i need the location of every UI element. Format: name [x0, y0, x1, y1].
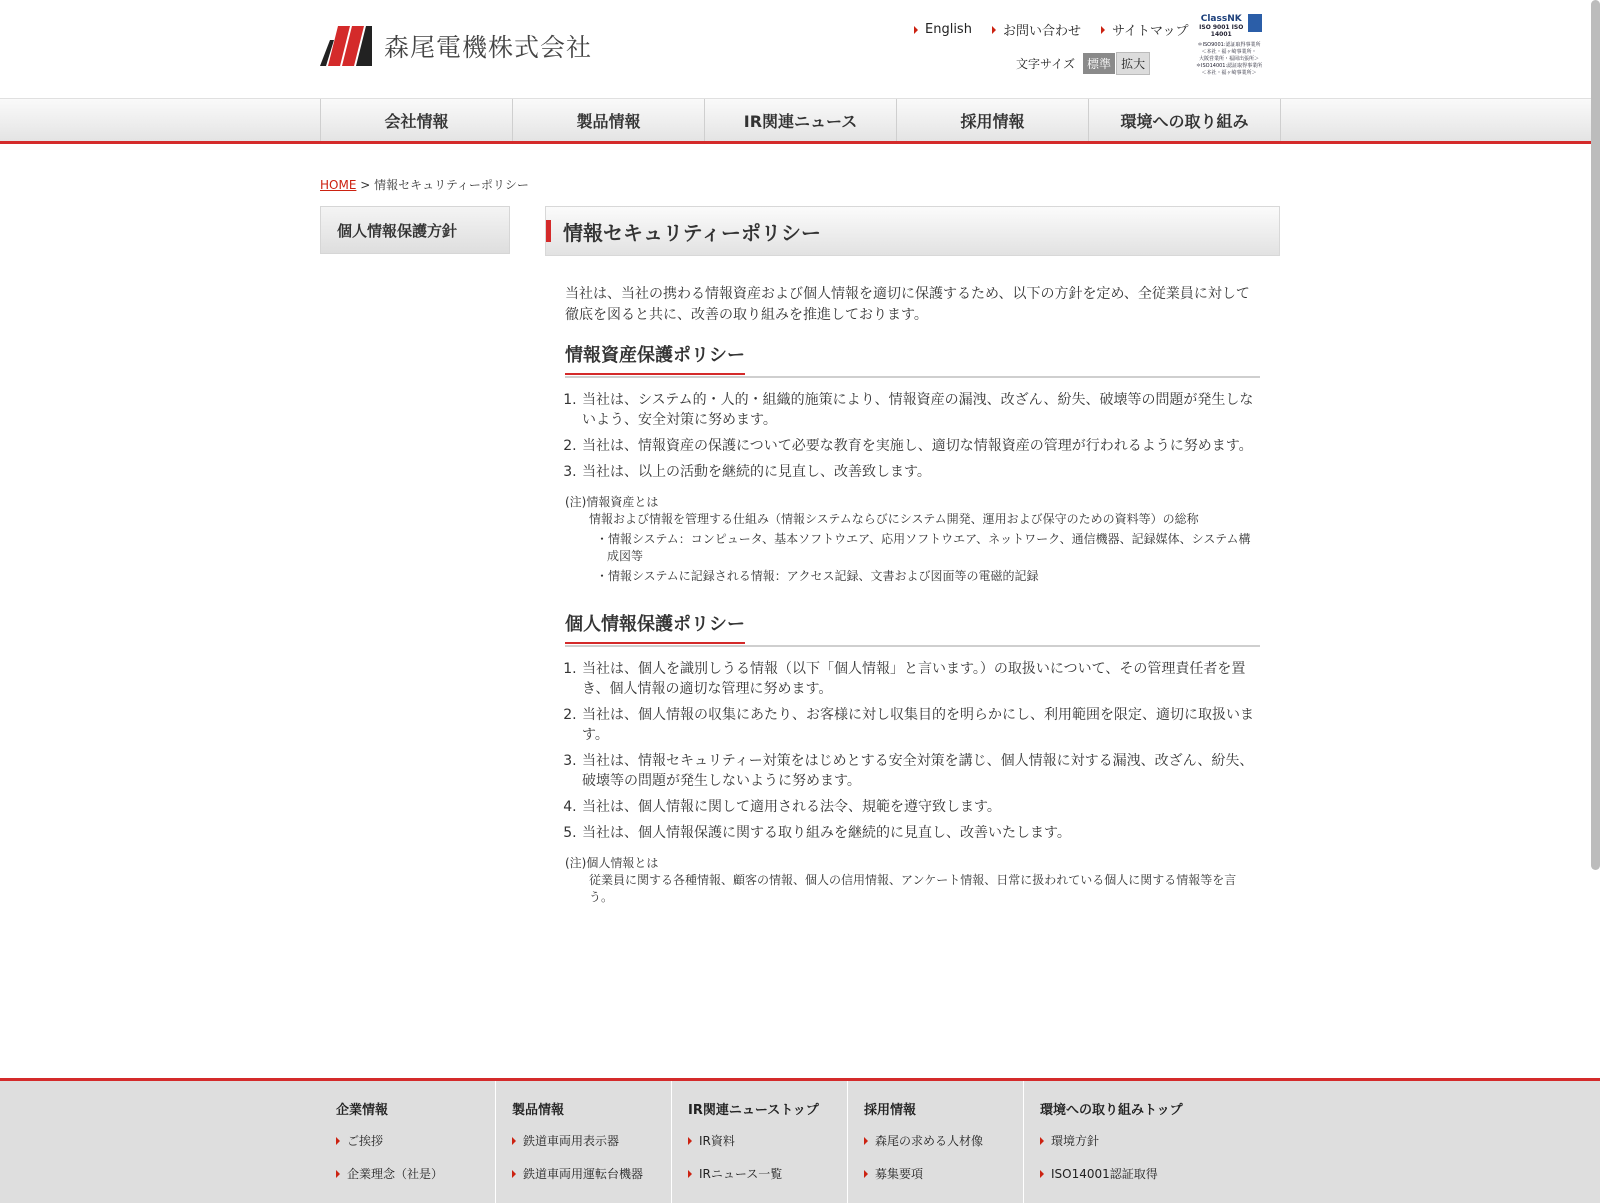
gnav-environment[interactable]: 環境への取り組み: [1088, 99, 1281, 141]
footer-link[interactable]: [688, 1165, 847, 1182]
iso-line: ＊ISO14001:認証取得事業所: [1196, 63, 1263, 69]
arrow-right-icon: [512, 1170, 516, 1178]
footer-link-label: 企業理念（社是）: [347, 1167, 444, 1181]
list-item: 1. 当社は、個人を識別しうる情報（以下「個人情報」と言います。）の取扱いについて、その管理責任者を置き、個人情報の適切な管理に努めます。: [581, 659, 1260, 699]
global-nav: [0, 98, 1600, 144]
footer-link-label: IR資料: [699, 1134, 735, 1148]
note-bullet: ・情報システム：コンピュータ、基本ソフトウエア、応用ソフトウエア、ネットワーク、通信機器、記録媒体、システム構成図等: [596, 532, 1251, 563]
arrow-right-icon: [1040, 1170, 1044, 1178]
arrow-right-icon: [336, 1137, 340, 1145]
intro-text: 当社は、当社の携わる情報資産および個人情報を適切に保護するため、以下の方針を定め、全従業員に対して徹底を図ると共に、改善の取り組みを推進しております。: [565, 286, 1250, 323]
contact-link-label: お問い合わせ: [1002, 24, 1081, 39]
utility-links: [914, 20, 1209, 39]
gnav-company[interactable]: 会社情報: [320, 99, 512, 141]
arrow-right-icon: [864, 1137, 868, 1145]
iso-line: ＜本社・福ヶ崎事業所＞: [1201, 70, 1257, 76]
list-item: 2. 当社は、情報資産の保護について必要な教育を実施し、適切な情報資産の管理が行われるように努めます。: [581, 436, 1260, 456]
footer-link[interactable]: [512, 1132, 671, 1149]
footer-link-label: 鉄道車両用運転台機器: [523, 1167, 644, 1181]
iso-line: 大阪営業所・福岡出張所＞: [1198, 56, 1259, 62]
iso-brand: ClassNK: [1200, 14, 1242, 24]
company-name: 森尾電機株式会社: [384, 33, 593, 62]
footer-heading[interactable]: 環境への取り組みトップ: [1040, 1103, 1183, 1118]
iso-line: ＜本社・福ヶ崎事業所・: [1201, 49, 1257, 55]
footer-link-label: 募集要項: [875, 1167, 924, 1181]
company-logo[interactable]: [320, 26, 592, 66]
list-item: 5. 当社は、個人情報保護に関する取り組みを継続的に見直し、改善いたします。: [581, 823, 1260, 843]
breadcrumb: [320, 176, 529, 193]
section-heading-info-assets: [565, 340, 1260, 378]
section-heading-text: 情報資産保護ポリシー: [565, 341, 745, 375]
footer-col-environment: [1024, 1081, 1200, 1203]
english-link-label: English: [925, 22, 972, 37]
page-scrollbar[interactable]: [1591, 0, 1600, 870]
footer-link[interactable]: [1040, 1165, 1200, 1182]
arrow-right-icon: [688, 1137, 692, 1145]
footer-link-label: 森尾の求める人材像: [875, 1134, 984, 1148]
personal-info-policy-list: [565, 659, 1260, 843]
side-nav-privacy-policy[interactable]: 個人情報保護方針: [320, 206, 510, 254]
site-footer: [0, 1078, 1600, 1203]
site-header: [0, 0, 1600, 98]
accreditation-mark-icon: [1248, 14, 1262, 32]
footer-heading[interactable]: IR関連ニューストップ: [688, 1103, 819, 1118]
breadcrumb-separator: >: [360, 178, 371, 192]
footer-link-label: IRニュース一覧: [699, 1167, 783, 1181]
font-size-standard-button[interactable]: 標準: [1083, 53, 1115, 74]
footer-link[interactable]: [864, 1165, 1023, 1182]
arrow-right-icon: [688, 1170, 692, 1178]
footer-col-ir: [672, 1081, 848, 1203]
gnav-recruit[interactable]: 採用情報: [896, 99, 1088, 141]
iso-certification-badge: [1196, 14, 1262, 86]
info-assets-policy-list: [565, 390, 1260, 482]
footer-link-label: 環境方針: [1051, 1134, 1100, 1148]
gnav-ir-news[interactable]: IR関連ニュース: [704, 99, 896, 141]
arrow-right-icon: [992, 26, 996, 34]
footer-col-products: [496, 1081, 672, 1203]
footer-heading[interactable]: 企業情報: [336, 1103, 389, 1118]
footer-link[interactable]: [336, 1132, 495, 1149]
font-size-label: 文字サイズ: [1016, 57, 1076, 71]
section-heading-personal-info: [565, 609, 1260, 647]
list-item: 4. 当社は、個人情報に関して適用される法令、規範を遵守致します。: [581, 797, 1260, 817]
footer-link-label: ご挨拶: [347, 1134, 384, 1148]
footer-link[interactable]: [864, 1132, 1023, 1149]
list-item: 2. 当社は、個人情報の収集にあたり、お客様に対し収集目的を明らかにし、利用範囲を限定、適切に取扱います。: [581, 705, 1260, 745]
section-heading-text: 個人情報保護ポリシー: [565, 610, 745, 644]
list-item: 3. 当社は、以上の活動を継続的に見直し、改善致します。: [581, 462, 1260, 482]
note-body: 従業員に関する各種情報、顧客の情報、個人の信用情報、アンケート情報、日常に扱われている個人に関する情報等を言う。: [589, 873, 1237, 904]
breadcrumb-home-link[interactable]: HOME: [320, 178, 357, 192]
footer-link[interactable]: [336, 1165, 495, 1182]
note-body: 情報および情報を管理する仕組み（情報システムならびにシステム開発、運用および保守のための資料等）の総称: [589, 512, 1199, 526]
list-item: 1. 当社は、システム的・人的・組織的施策により、情報資産の漏洩、改ざん、紛失、破壊等の問題が発生しないよう、安全対策に努めます。: [581, 390, 1260, 430]
footer-link[interactable]: [688, 1132, 847, 1149]
company-logo-mark: [320, 26, 372, 66]
footer-link[interactable]: [1040, 1132, 1200, 1149]
note-title: (注)情報資産とは: [565, 495, 659, 509]
personal-info-note: [565, 855, 1260, 906]
english-link[interactable]: [914, 20, 972, 39]
iso-standards: ISO 9001 ISO 14001: [1199, 24, 1244, 38]
footer-link-label: 鉄道車両用表示器: [523, 1134, 620, 1148]
gnav-products[interactable]: 製品情報: [512, 99, 704, 141]
footer-link-label: ISO14001認証取得: [1051, 1167, 1158, 1181]
contact-link[interactable]: [992, 20, 1081, 39]
footer-link[interactable]: [512, 1165, 671, 1182]
arrow-right-icon: [914, 26, 918, 34]
arrow-right-icon: [1101, 26, 1105, 34]
arrow-right-icon: [864, 1170, 868, 1178]
note-title: (注)個人情報とは: [565, 856, 659, 870]
arrow-right-icon: [336, 1170, 340, 1178]
main-content: [545, 206, 1280, 904]
footer-col-company: [320, 1081, 496, 1203]
font-size-large-button[interactable]: 拡大: [1116, 52, 1150, 75]
iso-line: ＊ISO9001:認証取得事業所: [1197, 42, 1261, 48]
info-assets-note: [565, 494, 1260, 585]
note-bullet: ・情報システムに記録される情報：アクセス記録、文書および図面等の電磁的記録: [596, 569, 1039, 583]
footer-col-recruit: [848, 1081, 1024, 1203]
arrow-right-icon: [1040, 1137, 1044, 1145]
sitemap-link[interactable]: [1101, 20, 1189, 39]
breadcrumb-current: 情報セキュリティーポリシー: [374, 178, 529, 192]
footer-heading[interactable]: 採用情報: [864, 1103, 917, 1118]
footer-heading[interactable]: 製品情報: [512, 1103, 565, 1118]
list-item: 3. 当社は、情報セキュリティー対策をはじめとする安全対策を講じ、個人情報に対する漏洩、改ざん、紛失、破壊等の問題が発生しないように努めます。: [581, 751, 1260, 791]
arrow-right-icon: [512, 1137, 516, 1145]
sitemap-link-label: サイトマップ: [1111, 24, 1189, 39]
page-title: 情報セキュリティーポリシー: [545, 206, 1280, 256]
font-size-switcher: [1016, 52, 1150, 75]
